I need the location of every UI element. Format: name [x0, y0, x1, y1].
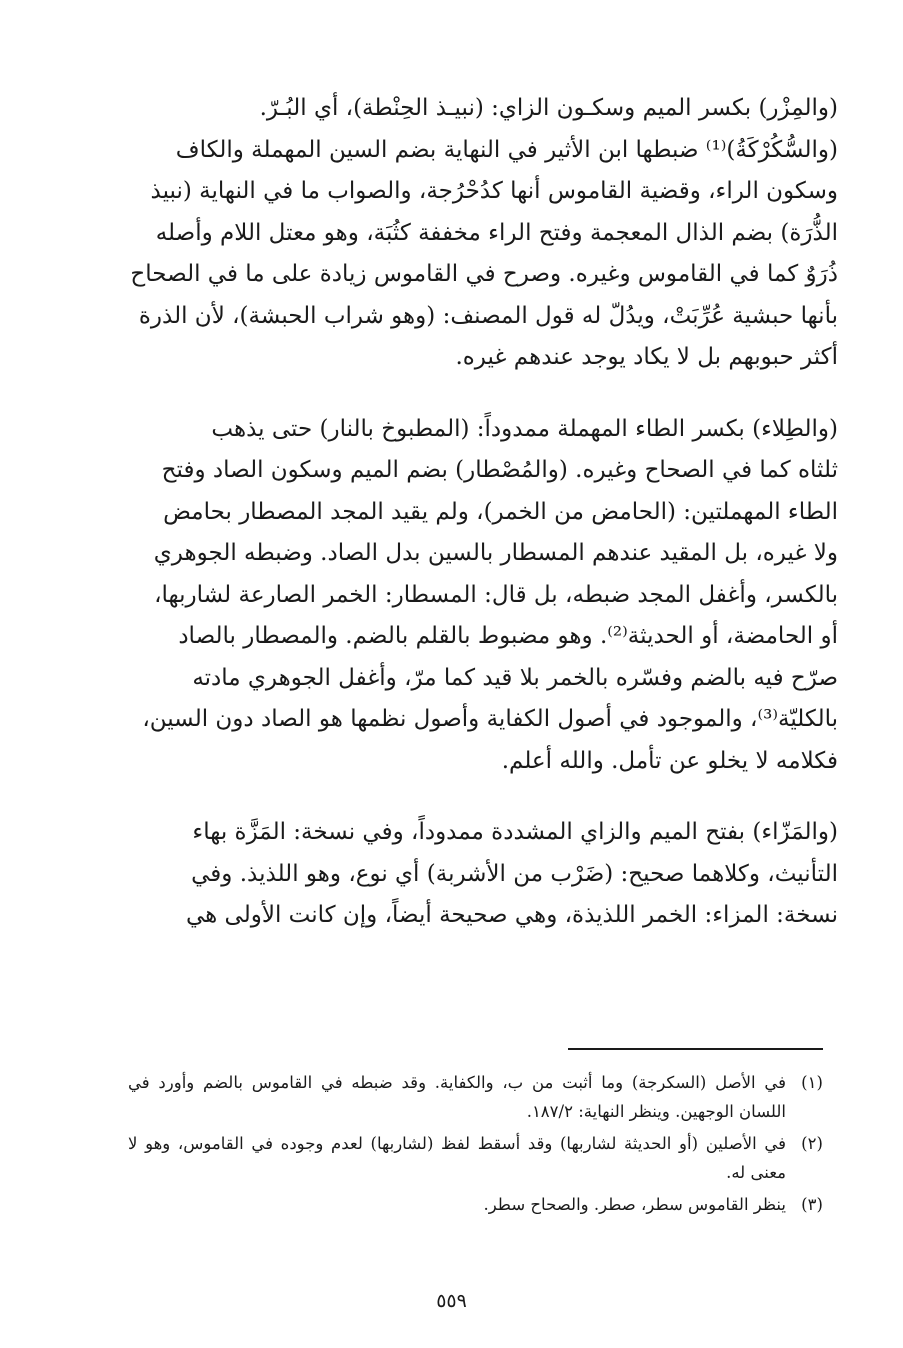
footnote-2	[128, 1129, 838, 1187]
text-line: نسخة: المزاء: الخمر اللذيذة، وهي صحيحة أيضاً، وإن كانت الأولى هي	[185, 902, 838, 928]
text-line: (والسُّكُرْكَةُ)⁽¹⁾ ضبطها ابن الأثير في النهاية بضم السين المهملة والكاف	[175, 136, 838, 163]
footnote-separator	[568, 1048, 823, 1050]
main-text-body	[128, 88, 838, 937]
paragraph-gap	[128, 782, 838, 812]
footnote-3	[128, 1190, 838, 1219]
text-line: صرّح فيه بالضم وفسّره بالخمر بلا قيد كما مرّ، وأغفل الجوهري مادته	[192, 664, 838, 691]
text-line: الذُّرَة) بضم الذال المعجمة وفتح الراء مخففة كثُبَة، وهو معتل اللام وأصله	[155, 219, 838, 246]
footnote-text: ينظر القاموس سطر، صطر. والصحاح سطر.	[483, 1195, 786, 1214]
text-line: (والطِلاء) بكسر الطاء المهملة ممدوداً: (المطبوخ بالنار) حتى يذهب	[211, 415, 838, 442]
text-line: أو الحامضة، أو الحديثة⁽²⁾. وهو مضبوط بالقلم بالضم. والمصطار بالصاد	[178, 623, 838, 649]
footnote-number: (٢)	[801, 1134, 823, 1153]
text-line: أكثر حبوبهم بل لا يكاد يوجد عندهم غيره.	[455, 344, 838, 370]
text-line: (والمِزْر) بكسر الميم وسكـون الزاي: (نبيـذ الحِنْطة)، أي البُـرّ.	[259, 95, 838, 121]
text-line: وسكون الراء، وقضية القاموس أنها كدُحْرُجة، والصواب ما في النهاية (نبيذ	[150, 178, 838, 204]
footnote-text: في الأصل (السكرجة) وما أثبت من ب، والكفاية. وقد ضبطه في القاموس بالضم وأورد في اللسان الوجهين. وينظر النهاية: ١٨٧/٢.	[128, 1073, 786, 1121]
text-line: بالكليّة⁽³⁾، والموجود في أصول الكفاية وأصول نظمها هو الصاد دون السين،	[142, 706, 838, 732]
text-line: ولا غيره، بل المقيد عندهم المسطار بالسين بدل الصاد. وضبطه الجوهري	[153, 540, 838, 566]
text-line: ذُرَوٌ كما في القاموس وغيره. وصرح في القاموس زيادة على ما في الصحاح	[130, 261, 838, 287]
text-line: (والمَزّاء) بفتح الميم والزاي المشددة ممدوداً، وفي نسخة: المَزَّة بهاء	[192, 819, 838, 845]
text-line: بالكسر، وأغفل المجد ضبطه، بل قال: المسطار: الخمر الصارعة لشاربها،	[154, 581, 838, 608]
paragraph-gap	[128, 379, 838, 409]
text-line: الطاء المهملتين: (الحامض من الخمر)، ولم يقيد المجد المصطار بحامض	[163, 498, 838, 525]
text-line: التأنيث، وكلاهما صحيح: (ضَرْب من الأشربة) أي نوع، وهو اللذيذ. وفي	[191, 860, 838, 887]
footnote-1	[128, 1068, 838, 1126]
page-number: ٥٥٩	[436, 1290, 467, 1312]
footnote-number: (٣)	[801, 1195, 823, 1214]
paragraph-mizr	[128, 88, 838, 379]
paragraph-mazza	[128, 812, 838, 937]
text-line: فكلامه لا يخلو عن تأمل. والله أعلم.	[501, 747, 838, 774]
paragraph-tila	[128, 409, 838, 783]
text-line: ثلثاه كما في الصحاح وغيره. (والمُصْطار) بضم الميم وسكون الصاد وفتح	[161, 457, 838, 483]
text-line: بأنها حبشية عُرِّبَتْ، ويدُلّ له قول المصنف: (وهو شراب الحبشة)، لأن الذرة	[138, 302, 838, 329]
footnote-number: (١)	[801, 1073, 823, 1092]
footnote-text: في الأصلين (أو الحديثة لشاربها) وقد أسقط لفظ (لشاربها) لعدم وجوده في القاموس، وهو لا معنى له.	[128, 1134, 786, 1182]
footnotes	[128, 1068, 838, 1222]
